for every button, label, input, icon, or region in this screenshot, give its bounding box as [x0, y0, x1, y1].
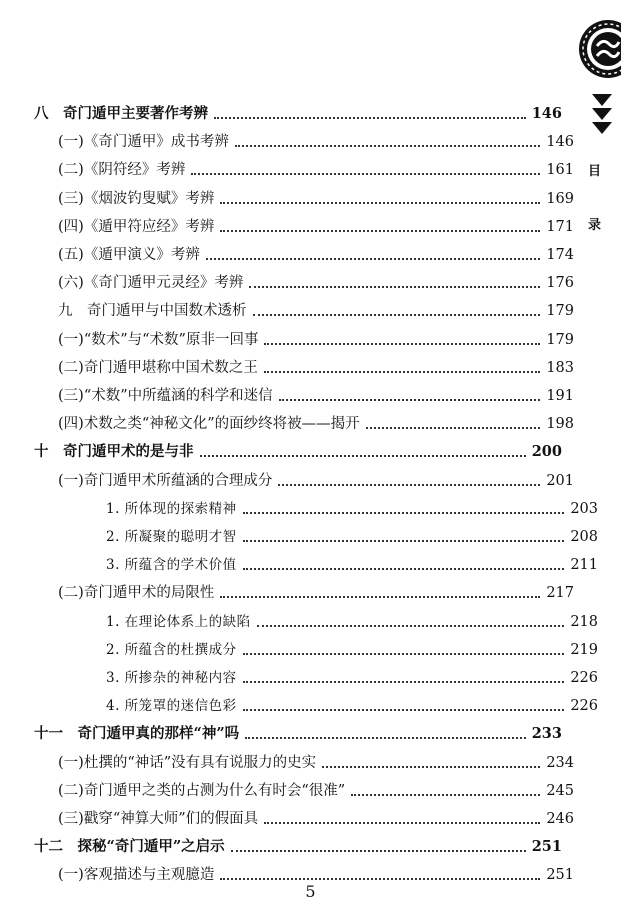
toc-entry[interactable]	[46, 152, 574, 180]
toc-entry-page: 161	[546, 162, 574, 179]
dot-leader	[264, 822, 540, 824]
toc-entry-title: (一)“数术”与“术数”原非一回事	[58, 331, 259, 348]
dot-leader	[191, 173, 540, 175]
toc-entry-page: 174	[546, 247, 574, 263]
toc-entry[interactable]	[70, 632, 598, 660]
toc-entry-title: 3. 所蕴含的学术价值	[106, 557, 237, 574]
toc-entry-page: 171	[546, 218, 574, 235]
toc-entry[interactable]	[46, 463, 574, 491]
toc-entry-page: 251	[531, 838, 562, 856]
dot-leader	[253, 314, 541, 316]
dot-leader	[278, 484, 540, 486]
toc-entry[interactable]	[70, 688, 598, 716]
toc-entry-page: 246	[546, 811, 574, 827]
toc-entry-title: (二)奇门遁甲之类的占测为什么有时会“很准”	[58, 782, 346, 799]
toc-entry[interactable]	[46, 350, 574, 378]
dot-leader	[351, 794, 540, 796]
dot-leader	[366, 427, 541, 429]
dot-leader	[322, 766, 540, 768]
page-number: 5	[305, 882, 316, 901]
toc-entry-page: 146	[531, 105, 562, 122]
dot-leader	[200, 455, 526, 457]
toc-entry-title: 3. 所掺杂的神秘内容	[106, 670, 237, 686]
dot-leader	[257, 625, 565, 627]
dot-leader	[264, 343, 540, 345]
toc-entry-page: 201	[546, 472, 574, 489]
dot-leader	[206, 258, 540, 260]
toc-entry-title: (六)《奇门遁甲元灵经》考辨	[58, 275, 244, 292]
toc-entry-page: 218	[570, 613, 598, 630]
toc-entry-page: 183	[546, 359, 574, 376]
dot-leader	[220, 230, 540, 232]
dot-leader	[279, 399, 541, 401]
dot-leader	[220, 596, 540, 598]
dot-leader	[243, 681, 565, 683]
toc-entry-title: 1. 所体现的探索精神	[106, 500, 237, 517]
toc-entry[interactable]	[46, 378, 574, 406]
toc-entry-page: 226	[570, 670, 598, 686]
toc-entry-page: 226	[570, 698, 598, 715]
toc-entry-page: 179	[546, 303, 574, 320]
dot-leader	[264, 371, 540, 373]
dot-leader	[220, 202, 540, 204]
triangle-arrows-icon	[590, 92, 614, 142]
toc-entry[interactable]	[34, 96, 562, 124]
toc-entry-title: 2. 所蕴含的杜撰成分	[106, 641, 237, 658]
toc-entry[interactable]	[34, 716, 562, 744]
toc-entry-title: 十二 探秘“奇门遁甲”之启示	[34, 838, 225, 856]
toc-entry-page: 191	[546, 388, 574, 404]
toc-entry[interactable]	[46, 575, 574, 603]
toc-entry-title: 九 奇门遁甲与中国数术透析	[58, 303, 247, 320]
toc-entry-page: 211	[570, 557, 598, 574]
toc-entry-title: (二)奇门遁甲堪称中国术数之王	[58, 359, 258, 376]
toc-entry[interactable]	[46, 209, 574, 237]
toc-entry-page: 176	[546, 275, 574, 292]
toc-entry[interactable]	[70, 660, 598, 688]
dot-leader	[243, 512, 565, 514]
toc-entry-page: 251	[546, 867, 574, 884]
toc-entry-title: 十 奇门遁甲术的是与非	[34, 443, 194, 461]
toc-entry-title: 十一 奇门遁甲真的那样“神”吗	[34, 725, 240, 743]
toc-entry-title: 1. 在理论体系上的缺陷	[106, 613, 251, 630]
toc-entry-title: (三)戳穿“神算大师”们的假面具	[58, 811, 259, 827]
toc-entry-page: 200	[531, 443, 562, 461]
dot-leader	[249, 286, 540, 288]
toc-entry[interactable]	[46, 773, 574, 801]
toc-entry-page: 169	[546, 190, 574, 207]
dot-leader	[231, 850, 526, 852]
toc-entry-title: (二)奇门遁甲术的局限性	[58, 585, 215, 602]
toc-entry-page: 203	[570, 500, 598, 517]
toc-entry-title: 2. 所凝聚的聪明才智	[106, 529, 237, 545]
toc-entry-page: 234	[546, 754, 574, 771]
toc-entry-page: 245	[546, 782, 574, 799]
toc-entry-title: (一)《奇门遁甲》成书考辨	[58, 134, 229, 151]
toc-entry[interactable]	[46, 124, 574, 152]
toc-entry[interactable]	[46, 293, 574, 321]
dot-leader	[243, 653, 565, 655]
toc-entry[interactable]	[46, 181, 574, 209]
seal-logo	[577, 18, 621, 80]
toc-entry-title: (一)杜撰的“神话”没有具有说服力的史实	[58, 754, 317, 771]
toc-entry-title: (一)奇门遁甲术所蕴涵的合理成分	[58, 472, 273, 489]
toc-entry-title: 八 奇门遁甲主要著作考辨	[34, 105, 208, 122]
toc-entry[interactable]	[70, 604, 598, 632]
toc-entry-title: 4. 所笼罩的迷信色彩	[106, 698, 237, 715]
toc-entry-page: 219	[570, 641, 598, 658]
toc-entry[interactable]	[46, 801, 574, 829]
toc-entry[interactable]	[46, 745, 574, 773]
toc-entry-page: 198	[546, 416, 574, 433]
dot-leader	[243, 540, 565, 542]
dot-leader	[243, 709, 565, 711]
toc-entry-title: (二)《阴符经》考辨	[58, 162, 186, 179]
toc-entry[interactable]	[70, 491, 598, 519]
toc-entry-title: (五)《遁甲演义》考辨	[58, 247, 200, 263]
toc-entry-page: 217	[546, 585, 574, 602]
dot-leader	[220, 878, 540, 880]
toc-entry-title: (一)客观描述与主观臆造	[58, 867, 215, 884]
side-label-lu: 录	[588, 218, 602, 233]
toc-entry-title: (三)“术数”中所蕴涵的科学和迷信	[58, 388, 273, 404]
toc-entry-page: 179	[546, 331, 574, 348]
toc-entry-title: (四)《遁甲符应经》考辨	[58, 218, 215, 235]
toc-entry[interactable]	[46, 237, 574, 265]
toc-entry-page: 233	[531, 725, 562, 743]
dot-leader	[243, 568, 565, 570]
side-label-mu: 目	[588, 164, 602, 179]
toc-entry-title: (四)术数之类“神秘文化”的面纱终将被——揭开	[58, 416, 360, 433]
toc-entry-page: 208	[570, 529, 598, 545]
toc-entry[interactable]	[70, 519, 598, 547]
dot-leader	[245, 737, 526, 739]
toc-entry[interactable]	[34, 829, 562, 857]
toc-entry-title: (三)《烟波钓叟赋》考辨	[58, 190, 215, 207]
dot-leader	[235, 145, 540, 147]
toc-entry-page: 146	[546, 134, 574, 151]
toc-entry[interactable]	[46, 322, 574, 350]
toc-entry[interactable]	[34, 434, 562, 462]
dot-leader	[214, 117, 526, 119]
toc-entry[interactable]	[46, 265, 574, 293]
toc-entry[interactable]	[46, 406, 574, 434]
toc-entry[interactable]	[70, 547, 598, 575]
